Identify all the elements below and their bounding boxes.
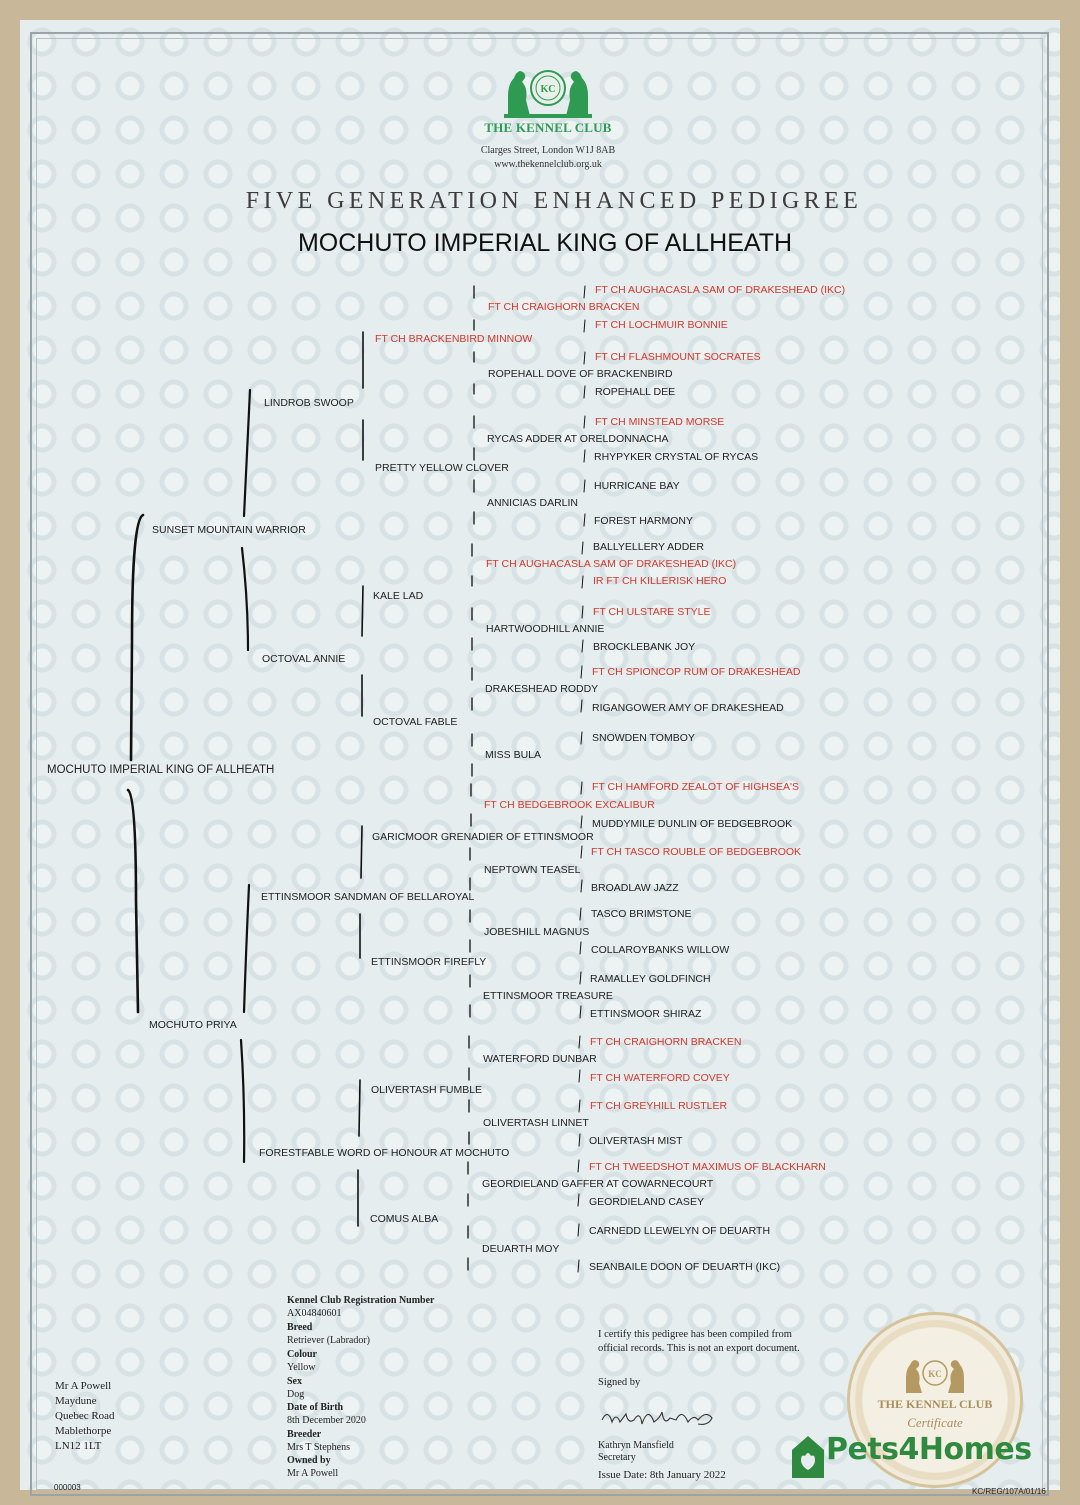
pets4homes-house-icon [790,1434,826,1478]
pets4homes-watermark: Pets4Homes [826,1432,1032,1467]
gen4-ancestor: NEPTOWN TEASEL [484,864,581,876]
grandparent: FORESTFABLE WORD OF HONOUR AT MOCHUTO [259,1147,510,1159]
gen4-ancestor: GEORDIELAND GAFFER AT COWARNECOURT [482,1178,714,1190]
seal-dogs-icon [900,1357,970,1395]
gen5-ancestor: FOREST HARMONY [594,515,693,527]
dog-name-heading: MOCHUTO IMPERIAL KING OF ALLHEATH [297,229,793,257]
gen5-ancestor: RHYPYKER CRYSTAL OF RYCAS [594,451,759,463]
gen4-ancestor: ANNICIAS DARLIN [487,497,579,509]
gen4-ancestor: FT CH CRAIGHORN BRACKEN [488,301,640,313]
colour-value: Yellow [287,1362,316,1373]
great-grandparent: OLIVERTASH FUMBLE [371,1084,483,1096]
address-line: Maydune [55,1395,97,1407]
sex-label: Sex [287,1376,302,1387]
owner-label: Owned by [287,1455,331,1466]
svg-text:KC: KC [928,1369,942,1379]
gen4-ancestor: OLIVERTASH LINNET [483,1117,589,1129]
address-line: Mablethorpe [55,1425,112,1437]
owner-value: Mr A Powell [287,1468,339,1479]
gen5-ancestor: FT CH GREYHILL RUSTLER [590,1100,728,1112]
gen5-ancestor: CARNEDD LLEWELYN OF DEUARTH [589,1225,771,1237]
gen5-ancestor: RAMALLEY GOLDFINCH [590,973,711,985]
great-grandparent: OCTOVAL FABLE [373,716,458,728]
gen5-ancestor: BROADLAW JAZZ [591,882,679,894]
sire: SUNSET MOUNTAIN WARRIOR [152,524,306,536]
gen5-ancestor: SEANBAILE DOON OF DEUARTH (IKC) [589,1261,781,1273]
club-website: www.thekennelclub.org.uk [494,159,602,170]
serial-number: 000003 [54,1483,81,1492]
registration-value: AX04840601 [287,1308,342,1319]
gen5-ancestor: FT CH ULSTARE STYLE [593,606,711,618]
gen5-ancestor: IR FT CH KILLERISK HERO [593,575,727,587]
gen5-ancestor: RIGANGOWER AMY OF DRAKESHEAD [592,702,784,714]
gen5-ancestor: FT CH AUGHACASLA SAM OF DRAKESHEAD (IKC) [595,284,846,296]
signatory-role: Secretary [598,1452,636,1463]
gen4-ancestor: RYCAS ADDER AT ORELDONNACHA [487,433,669,445]
certify-text: official records. This is not an export document. [598,1343,800,1354]
gen4-ancestor: FT CH BEDGEBROOK EXCALIBUR [484,799,655,811]
gen4-ancestor: FT CH AUGHACASLA SAM OF DRAKESHEAD (IKC) [486,558,737,570]
gen5-ancestor: GEORDIELAND CASEY [589,1196,704,1208]
gen5-ancestor: BALLYELLERY ADDER [593,541,704,553]
gen4-ancestor: ETTINSMOOR TREASURE [483,990,613,1002]
seal-title: THE KENNEL CLUB [877,1397,993,1411]
gen5-ancestor: FT CH SPIONCOP RUM OF DRAKESHEAD [592,666,801,678]
gen5-ancestor: COLLAROYBANKS WILLOW [591,944,730,956]
gen5-ancestor: HURRICANE BAY [594,480,680,492]
grandparent: LINDROB SWOOP [264,397,354,409]
seal-subtitle: Certificate [907,1415,963,1430]
gen5-ancestor: FT CH FLASHMOUNT SOCRATES [595,351,761,363]
grandparent: ETTINSMOOR SANDMAN OF BELLAROYAL [261,891,475,903]
gen5-ancestor: FT CH TASCO ROUBLE OF BEDGEBROOK [591,846,802,858]
gen4-ancestor: DRAKESHEAD RODDY [485,683,599,695]
gen5-ancestor: MUDDYMILE DUNLIN OF BEDGEBROOK [592,818,793,830]
gen5-ancestor: BROCKLEBANK JOY [593,641,696,653]
gen5-ancestor: FT CH TWEEDSHOT MAXIMUS OF BLACKHARN [589,1161,826,1173]
gen4-ancestor: JOBESHILL MAGNUS [484,926,590,938]
pedigree-subject: MOCHUTO IMPERIAL KING OF ALLHEATH [47,764,275,776]
great-grandparent: ETTINSMOOR FIREFLY [371,956,487,968]
great-grandparent: FT CH BRACKENBIRD MINNOW [375,333,533,345]
gen5-ancestor: FT CH HAMFORD ZEALOT OF HIGHSEA'S [592,781,799,793]
great-grandparent: GARICMOOR GRENADIER OF ETTINSMOOR [372,831,594,843]
dam: MOCHUTO PRIYA [149,1019,237,1031]
certify-text: I certify this pedigree has been compiled from [598,1329,792,1340]
kennel-club-name: THE KENNEL CLUB [484,120,612,135]
svg-text:KC: KC [540,84,556,95]
grandparent: OCTOVAL ANNIE [262,653,346,665]
issue-date: Issue Date: 8th January 2022 [598,1469,726,1481]
document-title: FIVE GENERATION ENHANCED PEDIGREE [245,188,863,214]
sex-value: Dog [287,1389,305,1400]
breeder-value: Mrs T Stephens [287,1442,350,1453]
gen5-ancestor: FT CH MINSTEAD MORSE [595,416,725,428]
breeder-label: Breeder [287,1429,322,1440]
great-grandparent: PRETTY YELLOW CLOVER [375,462,509,474]
gen5-ancestor: OLIVERTASH MIST [589,1135,683,1147]
gen5-ancestor: TASCO BRIMSTONE [591,908,692,920]
address-line: Mr A Powell [55,1380,112,1392]
gen4-ancestor: DEUARTH MOY [482,1243,560,1255]
signatory-name: Kathryn Mansfield [598,1440,674,1451]
form-code: KC/REG/107A/01/16 [972,1487,1046,1496]
gen5-ancestor: SNOWDEN TOMBOY [592,732,695,744]
gen5-ancestor: FT CH LOCHMUIR BONNIE [595,319,728,331]
breed-label: Breed [287,1322,313,1333]
club-address: Clarges Street, London W1J 8AB [480,145,616,156]
breed-value: Retriever (Labrador) [287,1335,371,1346]
registration-label: Kennel Club Registration Number [287,1295,435,1306]
gen4-ancestor: ROPEHALL DOVE OF BRACKENBIRD [488,368,673,380]
signature-image [598,1400,718,1432]
dob-value: 8th December 2020 [287,1415,366,1426]
gen4-ancestor: MISS BULA [485,749,542,761]
address-line: Quebec Road [55,1410,115,1422]
gen5-ancestor: ROPEHALL DEE [595,386,676,398]
gen5-ancestor: FT CH WATERFORD COVEY [590,1072,730,1084]
signed-by-label: Signed by [598,1377,641,1388]
great-grandparent: KALE LAD [373,590,424,602]
dob-label: Date of Birth [287,1402,344,1413]
gen4-ancestor: HARTWOODHILL ANNIE [486,623,605,635]
gen5-ancestor: ETTINSMOOR SHIRAZ [590,1008,702,1020]
gen5-ancestor: FT CH CRAIGHORN BRACKEN [590,1036,742,1048]
colour-label: Colour [287,1349,317,1360]
address-line: LN12 1LT [55,1440,102,1452]
gen4-ancestor: WATERFORD DUNBAR [483,1053,597,1065]
great-grandparent: COMUS ALBA [370,1213,439,1225]
